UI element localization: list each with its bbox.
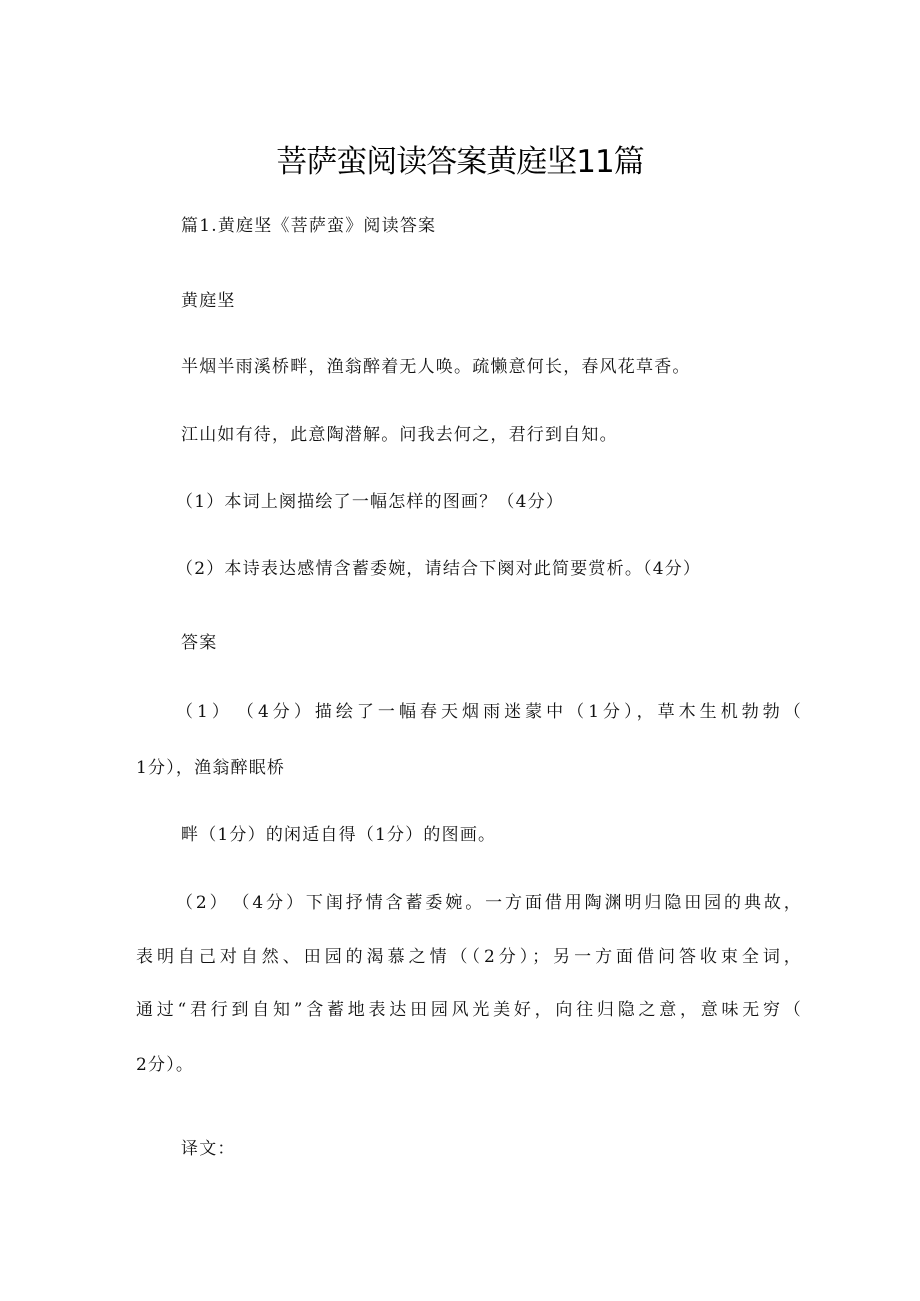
answer-heading: 答案 [181,633,218,653]
answer-1-line-2: 1分），渔翁醉眠桥 [136,758,286,778]
question-1: （1）本词上阕描绘了一幅怎样的图画？（4分） [176,492,565,512]
translation-heading: 译文： [181,1139,236,1159]
author-name: 黄庭坚 [181,291,236,311]
poem-line-2: 江山如有待，此意陶潜解。问我去何之，君行到自知。 [181,425,618,445]
section-heading: 篇1.黄庭坚《菩萨蛮》阅读答案 [181,216,437,236]
answer-2-line-2 [136,945,802,969]
answer-2-line-3 [136,998,802,1022]
answer-2-line-3-text: 通过“君行到自知”含蓄地表达田园风光美好，向往归隐之意，意味无穷（ [136,1000,802,1020]
page-title: 菩萨蛮阅读答案黄庭坚11篇 [276,144,644,180]
answer-1-line-1 [176,700,802,724]
answer-2-line-1-text: （2） （4分）下闺抒情含蓄委婉。一方面借用陶渊明归隐田园的典故， [176,893,802,913]
answer-1-line-3: 畔（1分）的闲适自得（1分）的图画。 [181,825,497,845]
poem-line-1: 半烟半雨溪桥畔，渔翁醉着无人唤。疏懒意何长，春风花草香。 [181,357,691,377]
question-2: （2）本诗表达感情含蓄委婉，请结合下阕对此简要赏析。（4分） [176,559,702,579]
answer-2-line-4: 2分）。 [136,1055,195,1075]
answer-2-line-1 [176,891,802,915]
answer-1-line-1-text: （1） （4分）描绘了一幅春天烟雨迷蒙中（1分），草木生机勃勃（ [176,702,802,722]
answer-2-line-2-text: 表明自己对自然、田园的渴慕之情（（2分）；另一方面借问答收束全词， [136,947,802,967]
